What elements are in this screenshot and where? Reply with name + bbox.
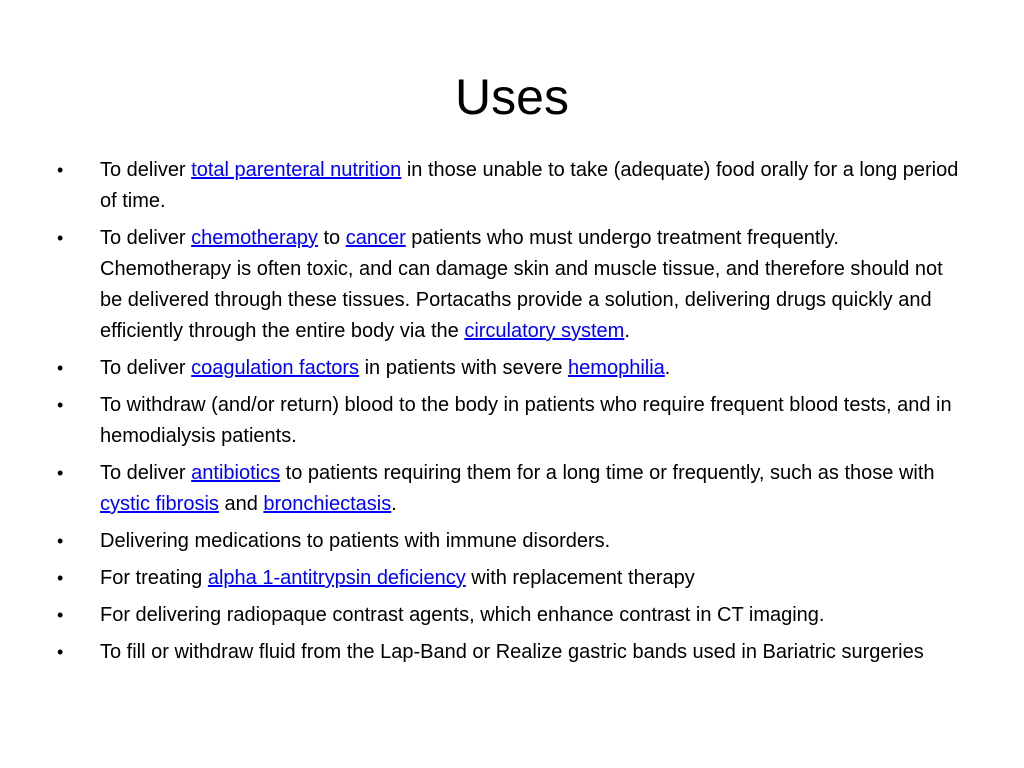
bullet-text: with replacement therapy [465, 567, 695, 589]
bullet-link[interactable]: alpha 1-antitrypsin deficiency [207, 567, 466, 589]
bullet-text: to patients requiring them for a long time or frequently, such as those with [280, 462, 935, 484]
bullet-item [55, 637, 970, 668]
bullet-item [55, 526, 970, 557]
bullet-text: To deliver [100, 227, 192, 249]
bullet-link[interactable]: antibiotics [191, 462, 281, 484]
bullet-text: To deliver [100, 462, 192, 484]
bullet-text: For treating [100, 567, 208, 589]
bullet-dot-icon: • [57, 395, 64, 415]
bullet-item [55, 390, 970, 452]
bullet-item [55, 600, 970, 631]
bullet-text: in those unable to take (adequate) food orally for a long period of time. [100, 159, 959, 212]
bullet-link[interactable]: total parenteral nutrition [191, 159, 402, 181]
bullet-link[interactable]: bronchiectasis [263, 493, 392, 515]
bullet-list [55, 155, 970, 674]
bullet-text: For delivering radiopaque contrast agents, which enhance contrast in CT imaging. [100, 604, 825, 626]
bullet-dot-icon: • [57, 160, 64, 180]
bullet-item [55, 353, 970, 384]
bullet-text: and [218, 493, 264, 515]
slide-title: Uses [455, 69, 569, 125]
bullet-dot-icon: • [57, 642, 64, 662]
bullet-item [55, 458, 970, 520]
bullet-text: To withdraw (and/or return) blood to the body in patients who require frequent blood tests, and in hemodialysis patients. [100, 394, 952, 447]
bullet-text: . [624, 320, 630, 342]
bullet-link[interactable]: cystic fibrosis [100, 493, 219, 515]
bullet-text: Delivering medications to patients with immune disorders. [100, 530, 611, 552]
bullet-dot-icon: • [57, 605, 64, 625]
bullet-dot-icon: • [57, 531, 64, 551]
bullet-dot-icon: • [57, 568, 64, 588]
bullet-link[interactable]: cancer [345, 227, 406, 249]
bullet-text: patients who must undergo treatment frequently. Chemotherapy is often toxic, and can damage skin and muscle tissue, and therefore should not be delivered through these tissues. Portacaths provide a solution, delivering drugs quickly and efficiently through the entire body via the [100, 227, 943, 342]
bullet-dot-icon: • [57, 228, 64, 248]
bullet-dot-icon: • [57, 358, 64, 378]
bullet-dot-icon: • [57, 463, 64, 483]
bullet-link[interactable]: hemophilia [568, 357, 665, 379]
bullet-link[interactable]: coagulation factors [191, 357, 360, 379]
bullet-text: To fill or withdraw fluid from the Lap-Band or Realize gastric bands used in Bariatric surgeries [100, 641, 924, 663]
bullet-text: To deliver [100, 357, 192, 379]
bullet-text: . [664, 357, 671, 379]
bullet-text: to [317, 227, 346, 249]
bullet-item [55, 155, 970, 217]
bullet-link[interactable]: circulatory system [464, 320, 625, 342]
bullet-text: To deliver [100, 159, 192, 181]
bullet-link[interactable]: chemotherapy [191, 227, 318, 249]
bullet-text: in patients with severe [359, 357, 569, 379]
bullet-text: . [391, 493, 397, 515]
bullet-item [55, 223, 970, 347]
bullet-item [55, 563, 970, 594]
